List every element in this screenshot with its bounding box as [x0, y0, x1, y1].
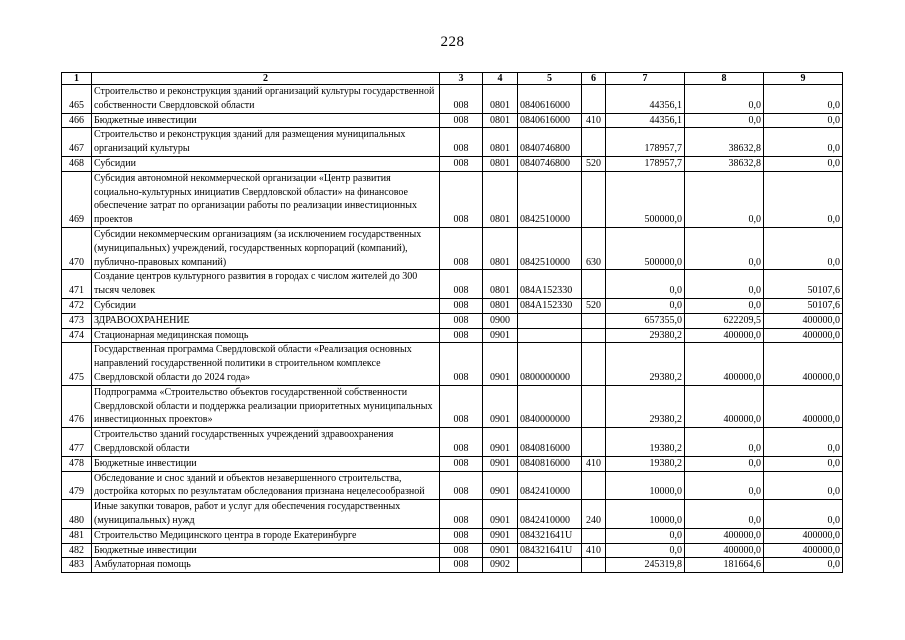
section-code-cell: 0801 — [483, 298, 518, 313]
amount-cell-col7: 10000,0 — [606, 471, 685, 500]
target-article-cell — [518, 313, 582, 328]
section-code-cell: 0901 — [483, 456, 518, 471]
amount-cell-col7: 19380,2 — [606, 428, 685, 457]
amount-cell-col7: 178957,7 — [606, 156, 685, 171]
amount-cell-col9: 0,0 — [764, 113, 843, 128]
amount-cell-col8: 0,0 — [685, 428, 764, 457]
expense-type-cell — [582, 328, 606, 343]
table-row — [62, 171, 843, 227]
section-code-cell: 0901 — [483, 471, 518, 500]
table-header-row — [62, 73, 843, 85]
amount-cell-col8: 400000,0 — [685, 343, 764, 385]
expense-type-cell: 410 — [582, 113, 606, 128]
section-code-cell: 0901 — [483, 385, 518, 427]
table-row — [62, 313, 843, 328]
item-name-cell: Государственная программа Свердловской области «Реализация основных направлений государственной политики в строительном комплексе Свердловской области до 2024 года» — [92, 343, 440, 385]
row-number-cell: 469 — [62, 171, 92, 227]
target-article-cell: 0840616000 — [518, 85, 582, 114]
section-code-cell: 0902 — [483, 558, 518, 573]
section-code-cell: 0900 — [483, 313, 518, 328]
amount-cell-col9: 50107,6 — [764, 270, 843, 299]
target-article-cell: 0842410000 — [518, 500, 582, 529]
ministry-code-cell: 008 — [440, 543, 483, 558]
amount-cell-col9: 400000,0 — [764, 528, 843, 543]
amount-cell-col9: 0,0 — [764, 171, 843, 227]
amount-cell-col9: 400000,0 — [764, 543, 843, 558]
ministry-code-cell: 008 — [440, 471, 483, 500]
item-name-cell: Строительство и реконструкция зданий для размещения муниципальных организаций культуры — [92, 128, 440, 157]
ministry-code-cell: 008 — [440, 528, 483, 543]
column-header: 7 — [606, 73, 685, 85]
item-name-cell: Субсидии — [92, 298, 440, 313]
target-article-cell: 0840816000 — [518, 428, 582, 457]
item-name-cell: Амбулаторная помощь — [92, 558, 440, 573]
table-row — [62, 328, 843, 343]
ministry-code-cell: 008 — [440, 156, 483, 171]
table-row — [62, 298, 843, 313]
row-number-cell: 471 — [62, 270, 92, 299]
item-name-cell: Строительство зданий государственных учреждений здравоохранения Свердловской области — [92, 428, 440, 457]
column-header: 2 — [92, 73, 440, 85]
target-article-cell: 0842510000 — [518, 227, 582, 269]
row-number-cell: 481 — [62, 528, 92, 543]
table-row — [62, 113, 843, 128]
item-name-cell: Бюджетные инвестиции — [92, 113, 440, 128]
amount-cell-col9: 0,0 — [764, 558, 843, 573]
target-article-cell: 0842510000 — [518, 171, 582, 227]
expense-type-cell — [582, 385, 606, 427]
section-code-cell: 0901 — [483, 500, 518, 529]
expense-type-cell: 410 — [582, 456, 606, 471]
expense-type-cell — [582, 128, 606, 157]
item-name-cell: Стационарная медицинская помощь — [92, 328, 440, 343]
table-row — [62, 528, 843, 543]
ministry-code-cell: 008 — [440, 298, 483, 313]
amount-cell-col7: 0,0 — [606, 543, 685, 558]
section-code-cell: 0901 — [483, 528, 518, 543]
expense-type-cell — [582, 343, 606, 385]
item-name-cell: ЗДРАВООХРАНЕНИЕ — [92, 313, 440, 328]
expense-type-cell: 520 — [582, 298, 606, 313]
amount-cell-col7: 245319,8 — [606, 558, 685, 573]
expense-type-cell — [582, 558, 606, 573]
expense-type-cell — [582, 171, 606, 227]
target-article-cell: 0840746800 — [518, 128, 582, 157]
item-name-cell: Подпрограмма «Строительство объектов государственной собственности Свердловской области и поддержка реализации приоритетных муниципальных инвестиционных проектов» — [92, 385, 440, 427]
table-row — [62, 558, 843, 573]
amount-cell-col9: 0,0 — [764, 227, 843, 269]
row-number-cell: 483 — [62, 558, 92, 573]
table-row — [62, 500, 843, 529]
amount-cell-col7: 500000,0 — [606, 227, 685, 269]
expense-type-cell: 630 — [582, 227, 606, 269]
amount-cell-col7: 657355,0 — [606, 313, 685, 328]
amount-cell-col8: 0,0 — [685, 471, 764, 500]
section-code-cell: 0801 — [483, 113, 518, 128]
amount-cell-col7: 0,0 — [606, 528, 685, 543]
section-code-cell: 0801 — [483, 85, 518, 114]
expense-type-cell: 410 — [582, 543, 606, 558]
amount-cell-col9: 0,0 — [764, 428, 843, 457]
ministry-code-cell: 008 — [440, 171, 483, 227]
item-name-cell: Иные закупки товаров, работ и услуг для обеспечения государственных (муниципальных) нужд — [92, 500, 440, 529]
amount-cell-col8: 622209,5 — [685, 313, 764, 328]
ministry-code-cell: 008 — [440, 385, 483, 427]
table-row — [62, 543, 843, 558]
amount-cell-col8: 0,0 — [685, 456, 764, 471]
section-code-cell: 0801 — [483, 227, 518, 269]
section-code-cell: 0901 — [483, 328, 518, 343]
row-number-cell: 470 — [62, 227, 92, 269]
row-number-cell: 465 — [62, 85, 92, 114]
item-name-cell: Бюджетные инвестиции — [92, 456, 440, 471]
amount-cell-col7: 0,0 — [606, 270, 685, 299]
item-name-cell: Бюджетные инвестиции — [92, 543, 440, 558]
ministry-code-cell: 008 — [440, 313, 483, 328]
expense-type-cell: 520 — [582, 156, 606, 171]
target-article-cell: 084A152330 — [518, 298, 582, 313]
target-article-cell: 084A152330 — [518, 270, 582, 299]
amount-cell-col9: 0,0 — [764, 156, 843, 171]
table-row — [62, 156, 843, 171]
table-row — [62, 270, 843, 299]
target-article-cell: 084321641U — [518, 528, 582, 543]
amount-cell-col8: 0,0 — [685, 113, 764, 128]
expense-type-cell — [582, 471, 606, 500]
column-header: 3 — [440, 73, 483, 85]
amount-cell-col7: 29380,2 — [606, 385, 685, 427]
amount-cell-col9: 0,0 — [764, 456, 843, 471]
target-article-cell: 0840746800 — [518, 156, 582, 171]
target-article-cell: 0800000000 — [518, 343, 582, 385]
expense-type-cell — [582, 428, 606, 457]
table-row — [62, 428, 843, 457]
amount-cell-col7: 44356,1 — [606, 85, 685, 114]
target-article-cell: 0840616000 — [518, 113, 582, 128]
amount-cell-col9: 0,0 — [764, 128, 843, 157]
amount-cell-col7: 19380,2 — [606, 456, 685, 471]
row-number-cell: 466 — [62, 113, 92, 128]
amount-cell-col9: 400000,0 — [764, 328, 843, 343]
amount-cell-col8: 0,0 — [685, 270, 764, 299]
expense-type-cell — [582, 85, 606, 114]
amount-cell-col9: 400000,0 — [764, 313, 843, 328]
table-row — [62, 128, 843, 157]
amount-cell-col8: 181664,6 — [685, 558, 764, 573]
ministry-code-cell: 008 — [440, 270, 483, 299]
ministry-code-cell: 008 — [440, 85, 483, 114]
target-article-cell: 084321641U — [518, 543, 582, 558]
ministry-code-cell: 008 — [440, 428, 483, 457]
table-row — [62, 456, 843, 471]
amount-cell-col7: 29380,2 — [606, 343, 685, 385]
ministry-code-cell: 008 — [440, 456, 483, 471]
target-article-cell: 0840000000 — [518, 385, 582, 427]
item-name-cell: Субсидии — [92, 156, 440, 171]
section-code-cell: 0901 — [483, 428, 518, 457]
amount-cell-col8: 400000,0 — [685, 528, 764, 543]
item-name-cell: Субсидия автономной некоммерческой организации «Центр развития социально-культурных инициатив Свердловской области» на финансовое обеспечение затрат по организации работы по реализации инвестиционных проектов — [92, 171, 440, 227]
amount-cell-col8: 400000,0 — [685, 385, 764, 427]
amount-cell-col9: 0,0 — [764, 500, 843, 529]
amount-cell-col7: 29380,2 — [606, 328, 685, 343]
target-article-cell — [518, 558, 582, 573]
amount-cell-col9: 0,0 — [764, 471, 843, 500]
amount-cell-col7: 178957,7 — [606, 128, 685, 157]
table-body — [62, 85, 843, 573]
amount-cell-col8: 0,0 — [685, 298, 764, 313]
column-header: 5 — [518, 73, 582, 85]
page-number: 228 — [440, 34, 465, 50]
row-number-cell: 472 — [62, 298, 92, 313]
item-name-cell: Субсидии некоммерческим организациям (за исключением государственных (муниципальных) учреждений, государственных корпораций (компаний), публично-правовых компаний) — [92, 227, 440, 269]
item-name-cell: Создание центров культурного развития в городах с числом жителей до 300 тысяч человек — [92, 270, 440, 299]
table-row — [62, 471, 843, 500]
amount-cell-col8: 0,0 — [685, 171, 764, 227]
expense-type-cell — [582, 313, 606, 328]
column-header: 6 — [582, 73, 606, 85]
ministry-code-cell: 008 — [440, 227, 483, 269]
ministry-code-cell: 008 — [440, 343, 483, 385]
amount-cell-col7: 44356,1 — [606, 113, 685, 128]
amount-cell-col8: 400000,0 — [685, 328, 764, 343]
amount-cell-col7: 0,0 — [606, 298, 685, 313]
table-row — [62, 227, 843, 269]
amount-cell-col8: 400000,0 — [685, 543, 764, 558]
row-number-cell: 468 — [62, 156, 92, 171]
row-number-cell: 479 — [62, 471, 92, 500]
row-number-cell: 473 — [62, 313, 92, 328]
table-row — [62, 343, 843, 385]
row-number-cell: 477 — [62, 428, 92, 457]
ministry-code-cell: 008 — [440, 113, 483, 128]
expense-type-cell — [582, 270, 606, 299]
row-number-cell: 480 — [62, 500, 92, 529]
section-code-cell: 0801 — [483, 171, 518, 227]
amount-cell-col9: 50107,6 — [764, 298, 843, 313]
table-row — [62, 85, 843, 114]
budget-table — [61, 72, 843, 573]
amount-cell-col9: 0,0 — [764, 85, 843, 114]
column-header: 8 — [685, 73, 764, 85]
item-name-cell: Строительство и реконструкция зданий организаций культуры государственной собственности Свердловской области — [92, 85, 440, 114]
row-number-cell: 475 — [62, 343, 92, 385]
amount-cell-col8: 38632,8 — [685, 156, 764, 171]
row-number-cell: 476 — [62, 385, 92, 427]
ministry-code-cell: 008 — [440, 500, 483, 529]
section-code-cell: 0801 — [483, 156, 518, 171]
amount-cell-col8: 38632,8 — [685, 128, 764, 157]
ministry-code-cell: 008 — [440, 558, 483, 573]
target-article-cell: 0840816000 — [518, 456, 582, 471]
amount-cell-col9: 400000,0 — [764, 343, 843, 385]
target-article-cell — [518, 328, 582, 343]
section-code-cell: 0901 — [483, 343, 518, 385]
ministry-code-cell: 008 — [440, 128, 483, 157]
amount-cell-col7: 10000,0 — [606, 500, 685, 529]
section-code-cell: 0801 — [483, 270, 518, 299]
column-header: 9 — [764, 73, 843, 85]
section-code-cell: 0901 — [483, 543, 518, 558]
row-number-cell: 478 — [62, 456, 92, 471]
item-name-cell: Обследование и снос зданий и объектов незавершенного строительства, достройка которых по результатам обследования признана нецелесообразной — [92, 471, 440, 500]
table-row — [62, 385, 843, 427]
item-name-cell: Строительство Медицинского центра в городе Екатеринбурге — [92, 528, 440, 543]
amount-cell-col7: 500000,0 — [606, 171, 685, 227]
target-article-cell: 0842410000 — [518, 471, 582, 500]
column-header: 1 — [62, 73, 92, 85]
row-number-cell: 482 — [62, 543, 92, 558]
amount-cell-col8: 0,0 — [685, 85, 764, 114]
expense-type-cell — [582, 528, 606, 543]
section-code-cell: 0801 — [483, 128, 518, 157]
column-header: 4 — [483, 73, 518, 85]
amount-cell-col8: 0,0 — [685, 227, 764, 269]
amount-cell-col8: 0,0 — [685, 500, 764, 529]
amount-cell-col9: 400000,0 — [764, 385, 843, 427]
row-number-cell: 474 — [62, 328, 92, 343]
expense-type-cell: 240 — [582, 500, 606, 529]
ministry-code-cell: 008 — [440, 328, 483, 343]
row-number-cell: 467 — [62, 128, 92, 157]
